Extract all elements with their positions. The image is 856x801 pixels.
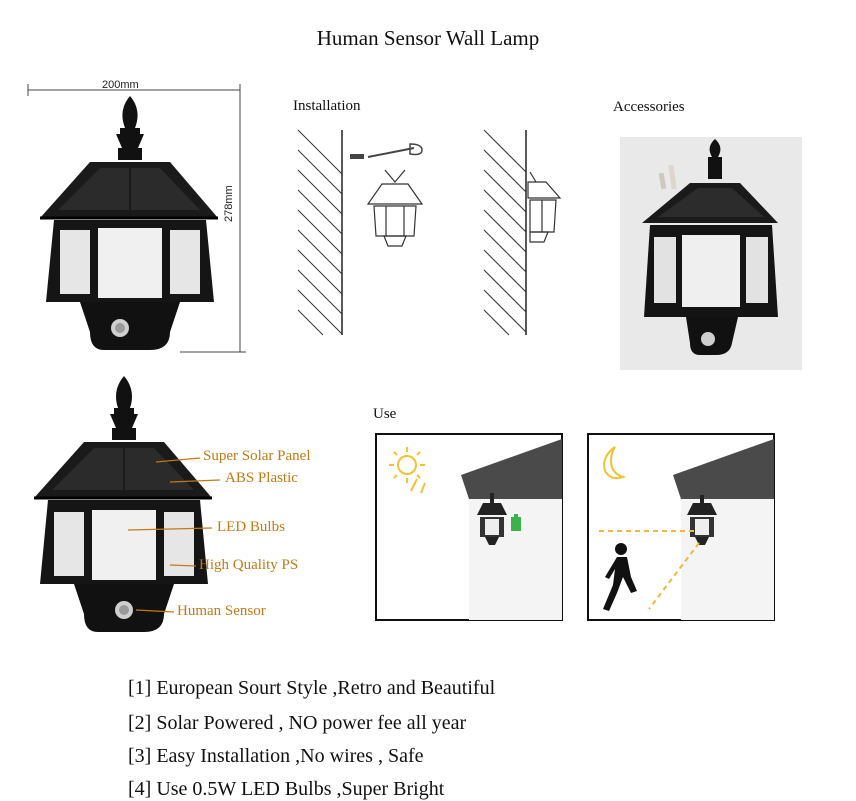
- width-dimension-label: 200mm: [102, 79, 139, 91]
- feature-item-4: [4] Use 0.5W LED Bulbs ,Super Bright: [128, 778, 445, 800]
- page-title: Human Sensor Wall Lamp: [316, 26, 540, 50]
- use-night-panel: [587, 433, 775, 621]
- installation-heading: Installation: [293, 98, 361, 114]
- callout-human-sensor: Human Sensor: [177, 603, 266, 619]
- accessories-heading: Accessories: [613, 99, 685, 115]
- use-day-panel: [375, 433, 563, 621]
- callout-abs-plastic: ABS Plastic: [225, 470, 298, 486]
- height-dimension-label: 278mm: [223, 185, 235, 222]
- callout-high-quality-ps: High Quality PS: [199, 557, 299, 573]
- callout-solar-panel: Super Solar Panel: [203, 448, 311, 464]
- feature-item-3: [3] Easy Installation ,No wires , Safe: [128, 745, 424, 767]
- callout-led-bulbs: LED Bulbs: [217, 519, 285, 535]
- installation-diagram: [290, 120, 590, 340]
- feature-item-1: [1] European Sourt Style ,Retro and Beautiful: [128, 677, 496, 699]
- use-heading: Use: [373, 406, 397, 422]
- component-lamp-image: [20, 370, 340, 640]
- accessories-photo: [620, 137, 802, 370]
- feature-item-2: [2] Solar Powered , NO power fee all year: [128, 712, 467, 734]
